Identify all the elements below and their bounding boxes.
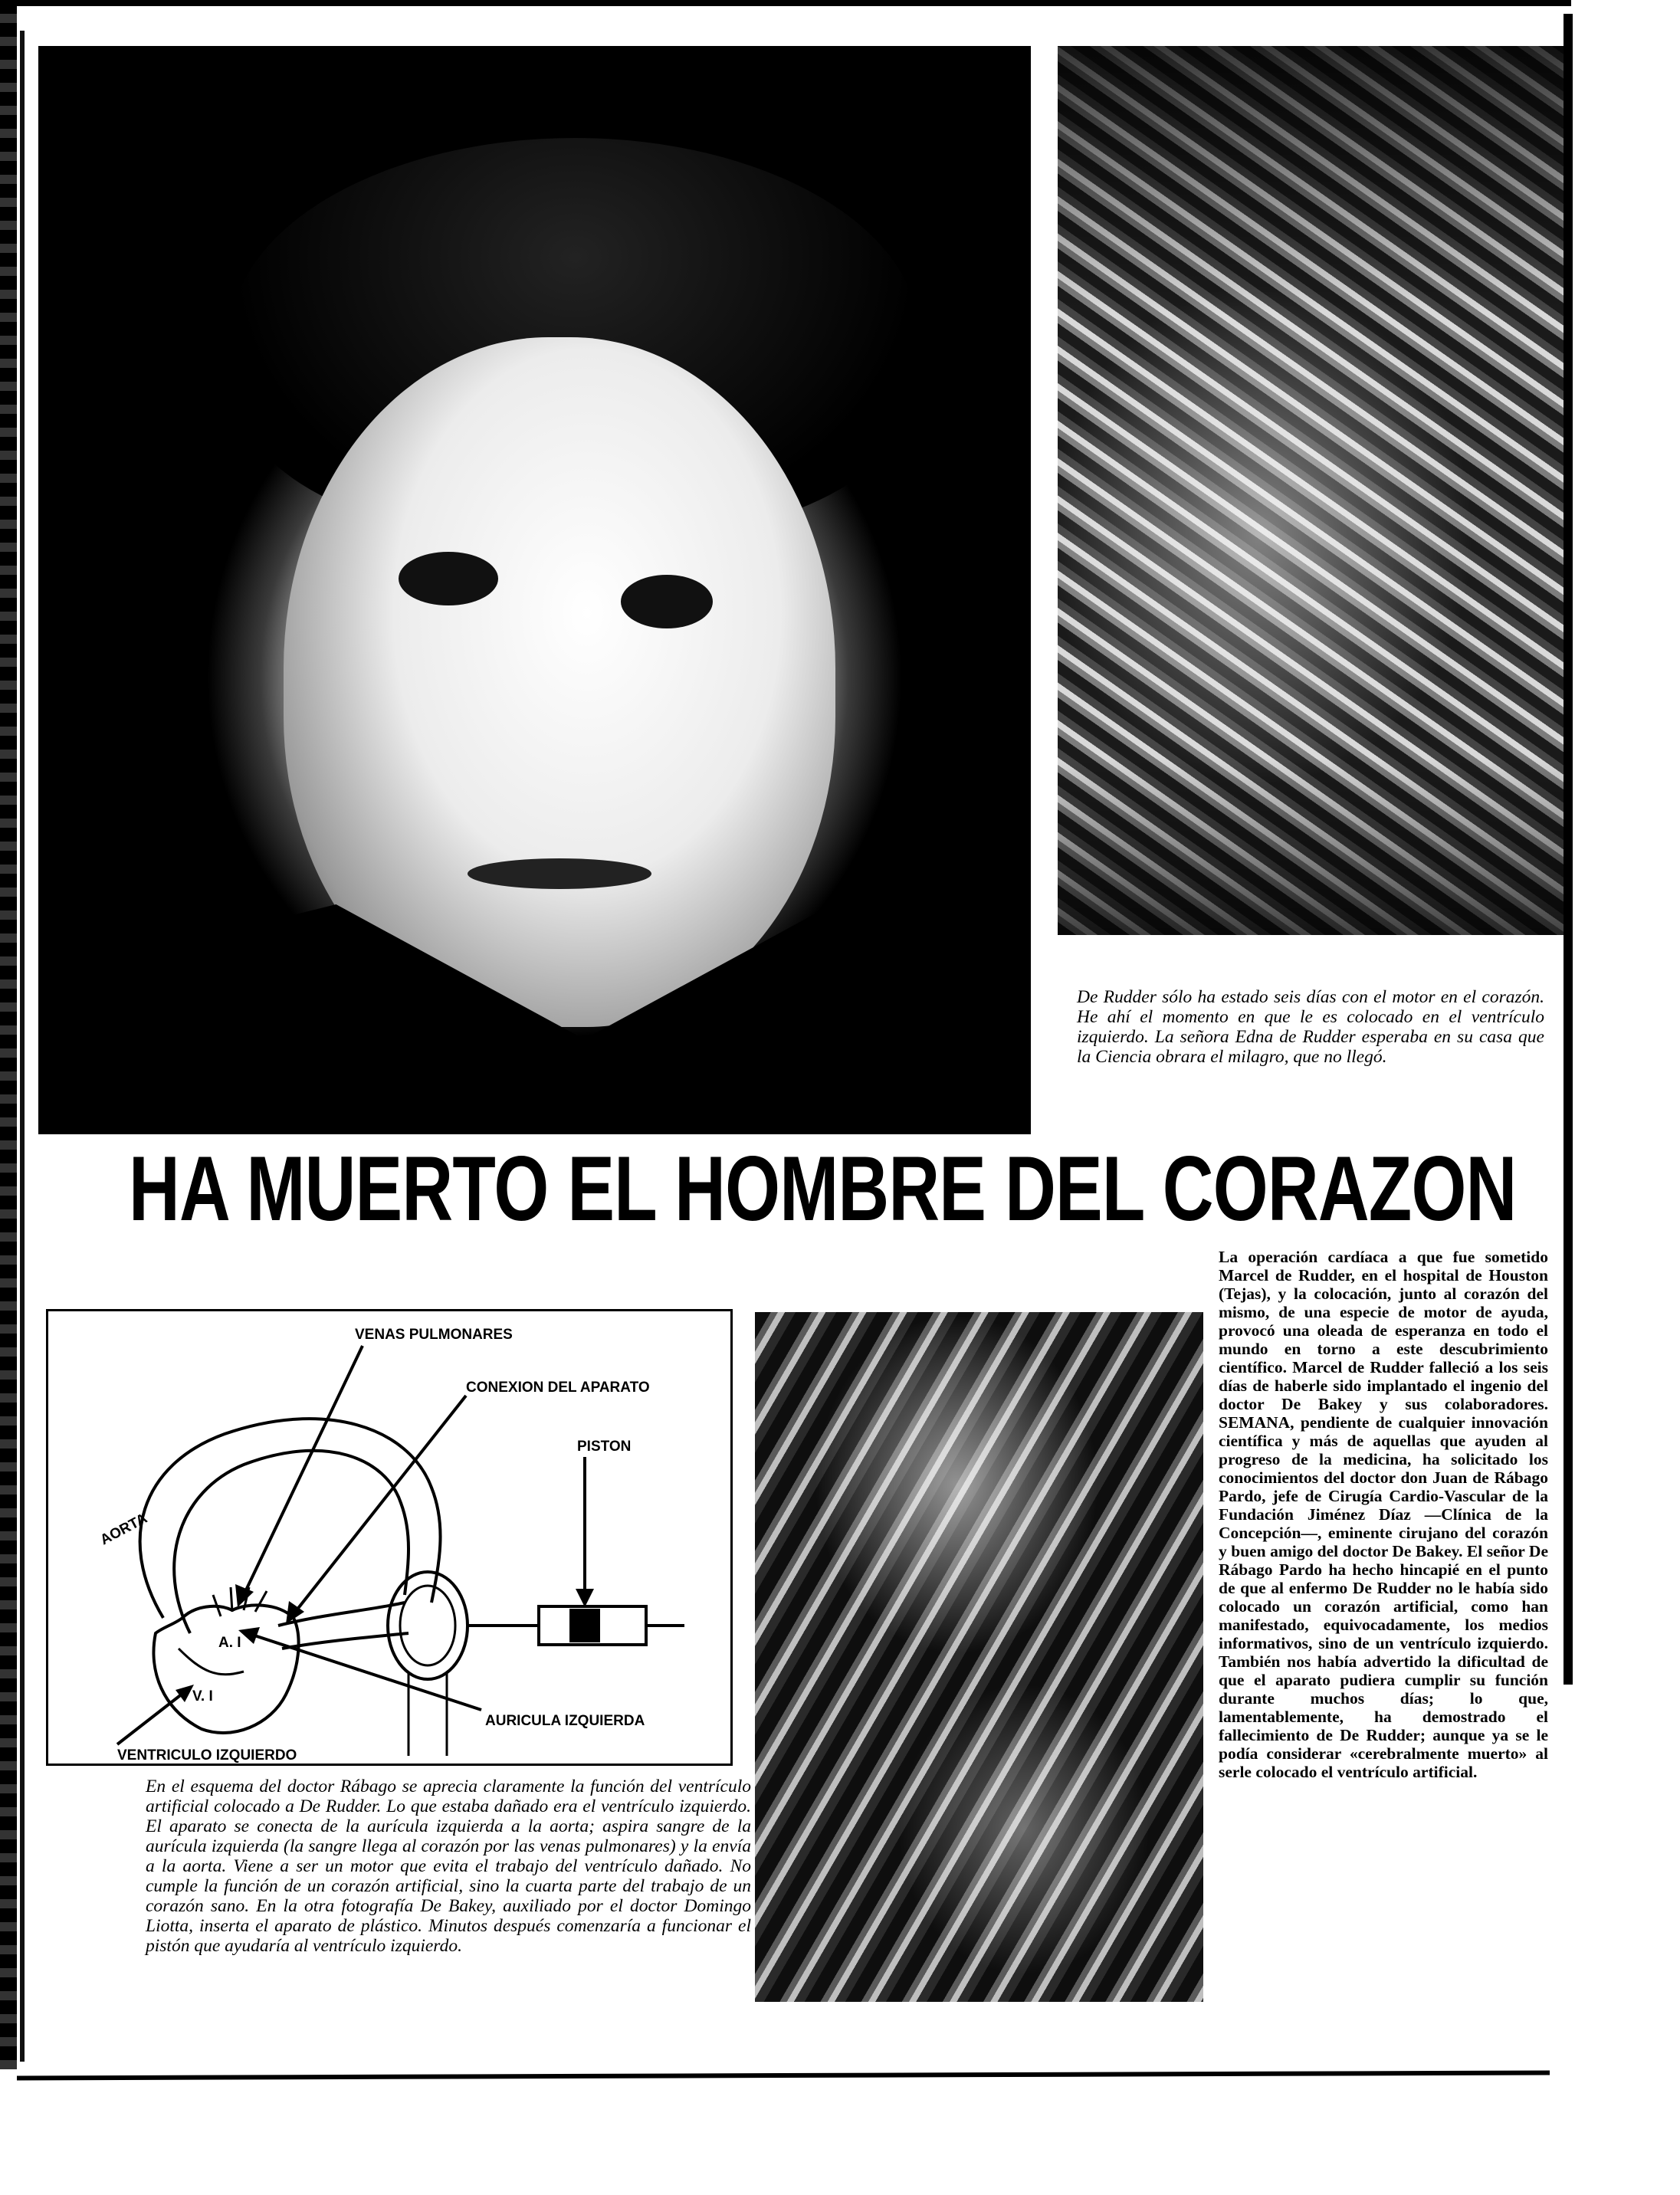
portrait-eye-left [399, 552, 498, 605]
diagram-arrow-ventriculo [117, 1691, 186, 1744]
page-border-bottom [17, 2071, 1550, 2081]
diagram-arrow-venas [244, 1346, 363, 1595]
diagram-septum [179, 1649, 244, 1675]
diagram-heart-outline [154, 1605, 299, 1733]
page-border-top [0, 0, 1571, 6]
surgery-photo-top-shading [1058, 46, 1564, 935]
diagram-vein-2 [231, 1587, 232, 1612]
page-border-left [20, 31, 25, 2062]
portrait-mouth [468, 858, 651, 889]
diagram-label-vi: V. I [192, 1688, 213, 1704]
caption-diagram: En el esquema del doctor Rábago se aprecia claramente la función del ventrículo artificial colocado a De Rudder. Lo que estaba dañado era el ventrículo izquierdo. El aparato se conecta de la aurícula izquierda a la aorta; aspira sangre de la aurícula izquierda (la sangre llega al corazón por las venas pulmonares) y la envía a la aorta. Viene a ser un motor que evita el trabajo del ventrículo dañado. No cumple la función de un corazón artificial, sino la cuarta parte del trabajo de un corazón sano. En la otra fotografía De Bakey, auxiliado por el doctor Domingo Liotta, inserta el aparato de plástico. Minutos después comenzaría a funcionar el pistón que ayudaría al ventrículo izquierdo. [146, 1777, 751, 1956]
diagram-arrowhead-piston [576, 1589, 594, 1607]
diagram-arrowhead-auricula [238, 1627, 260, 1644]
diagram-arrow-conexion [294, 1396, 466, 1614]
portrait-photo [38, 46, 1031, 1134]
surgery-photo-bottom-shading [755, 1312, 1203, 2002]
heart-diagram [46, 1309, 733, 1766]
caption-top-photo: De Rudder sólo ha estado seis días con el motor en el corazón. He ahí el momento en que le es colocado en el ventrículo izquierdo. La señora Edna de Rudder esperaba en su casa que la Ciencia obrara el milagro, que no llegó. [1077, 987, 1544, 1067]
page-binding-edge [0, 0, 17, 2069]
surgery-photo-bottom [755, 1312, 1203, 2002]
diagram-label-ai: A. I [218, 1635, 241, 1651]
surgery-photo-top [1058, 46, 1564, 935]
portrait-eye-right [621, 575, 713, 628]
article-body: La operación cardíaca a que fue sometido Marcel de Rudder, en el hospital de Houston (Tejas), y la colocación, junto al corazón del mismo, de una especie de motor de ayuda, provocó una oleada de esperanza en todo el mundo en torno a este descubrimiento científico. Marcel de Rudder falleció a los seis días de haberle sido implantado el ingenio del doctor De Bakey y sus colaboradores. SEMANA, pendiente de cualquier innovación científica y más de aquellas que ayuden al progreso de la medicina, ha solicitado los conocimientos del doctor don Juan de Rábago Pardo, jefe de Cirugía Cardio-Vascular de la Fundación Jiménez Díaz —Clínica de la Concepción—, eminente cirujano del corazón y buen amigo del doctor De Bakey. El señor De Rábago Pardo ha hecho hincapié en el punto de que al enfermo De Rudder no le había sido colocado un corazón artificial, como han manifestado, equivocadamente, los medios informativos, sino de un ventrículo izquierdo. También nos había advertido la dificultad de que el aparato pudiera cumplir su función durante muchos días; lo que, lamentablemente, ha demostrado el fallecimiento de De Rudder; aunque ya se le podía considerar «cerebralmente muerto» al serle colocado el ventrículo artificial. [1219, 1248, 1548, 1781]
diagram-label-conexion: CONEXION DEL APARATO [466, 1380, 650, 1396]
diagram-label-auricula: AURICULA IZQUIERDA [485, 1713, 645, 1729]
diagram-label-piston: PISTON [577, 1439, 632, 1455]
diagram-label-ventriculo: VENTRICULO IZQUIERDO [117, 1747, 297, 1764]
diagram-vein-4 [255, 1591, 267, 1612]
diagram-arrowhead-ventriculo [176, 1685, 194, 1702]
page-headline: HA MUERTO EL HOMBRE DEL CORAZON [129, 1137, 1517, 1240]
diagram-pump-inner [400, 1586, 455, 1665]
diagram-label-aorta: AORTA [97, 1510, 150, 1549]
diagram-label-venas: VENAS PULMONARES [355, 1327, 513, 1343]
page-border-right [1564, 14, 1573, 1685]
diagram-piston-head [569, 1609, 600, 1642]
heart-diagram-svg [48, 1311, 730, 1764]
